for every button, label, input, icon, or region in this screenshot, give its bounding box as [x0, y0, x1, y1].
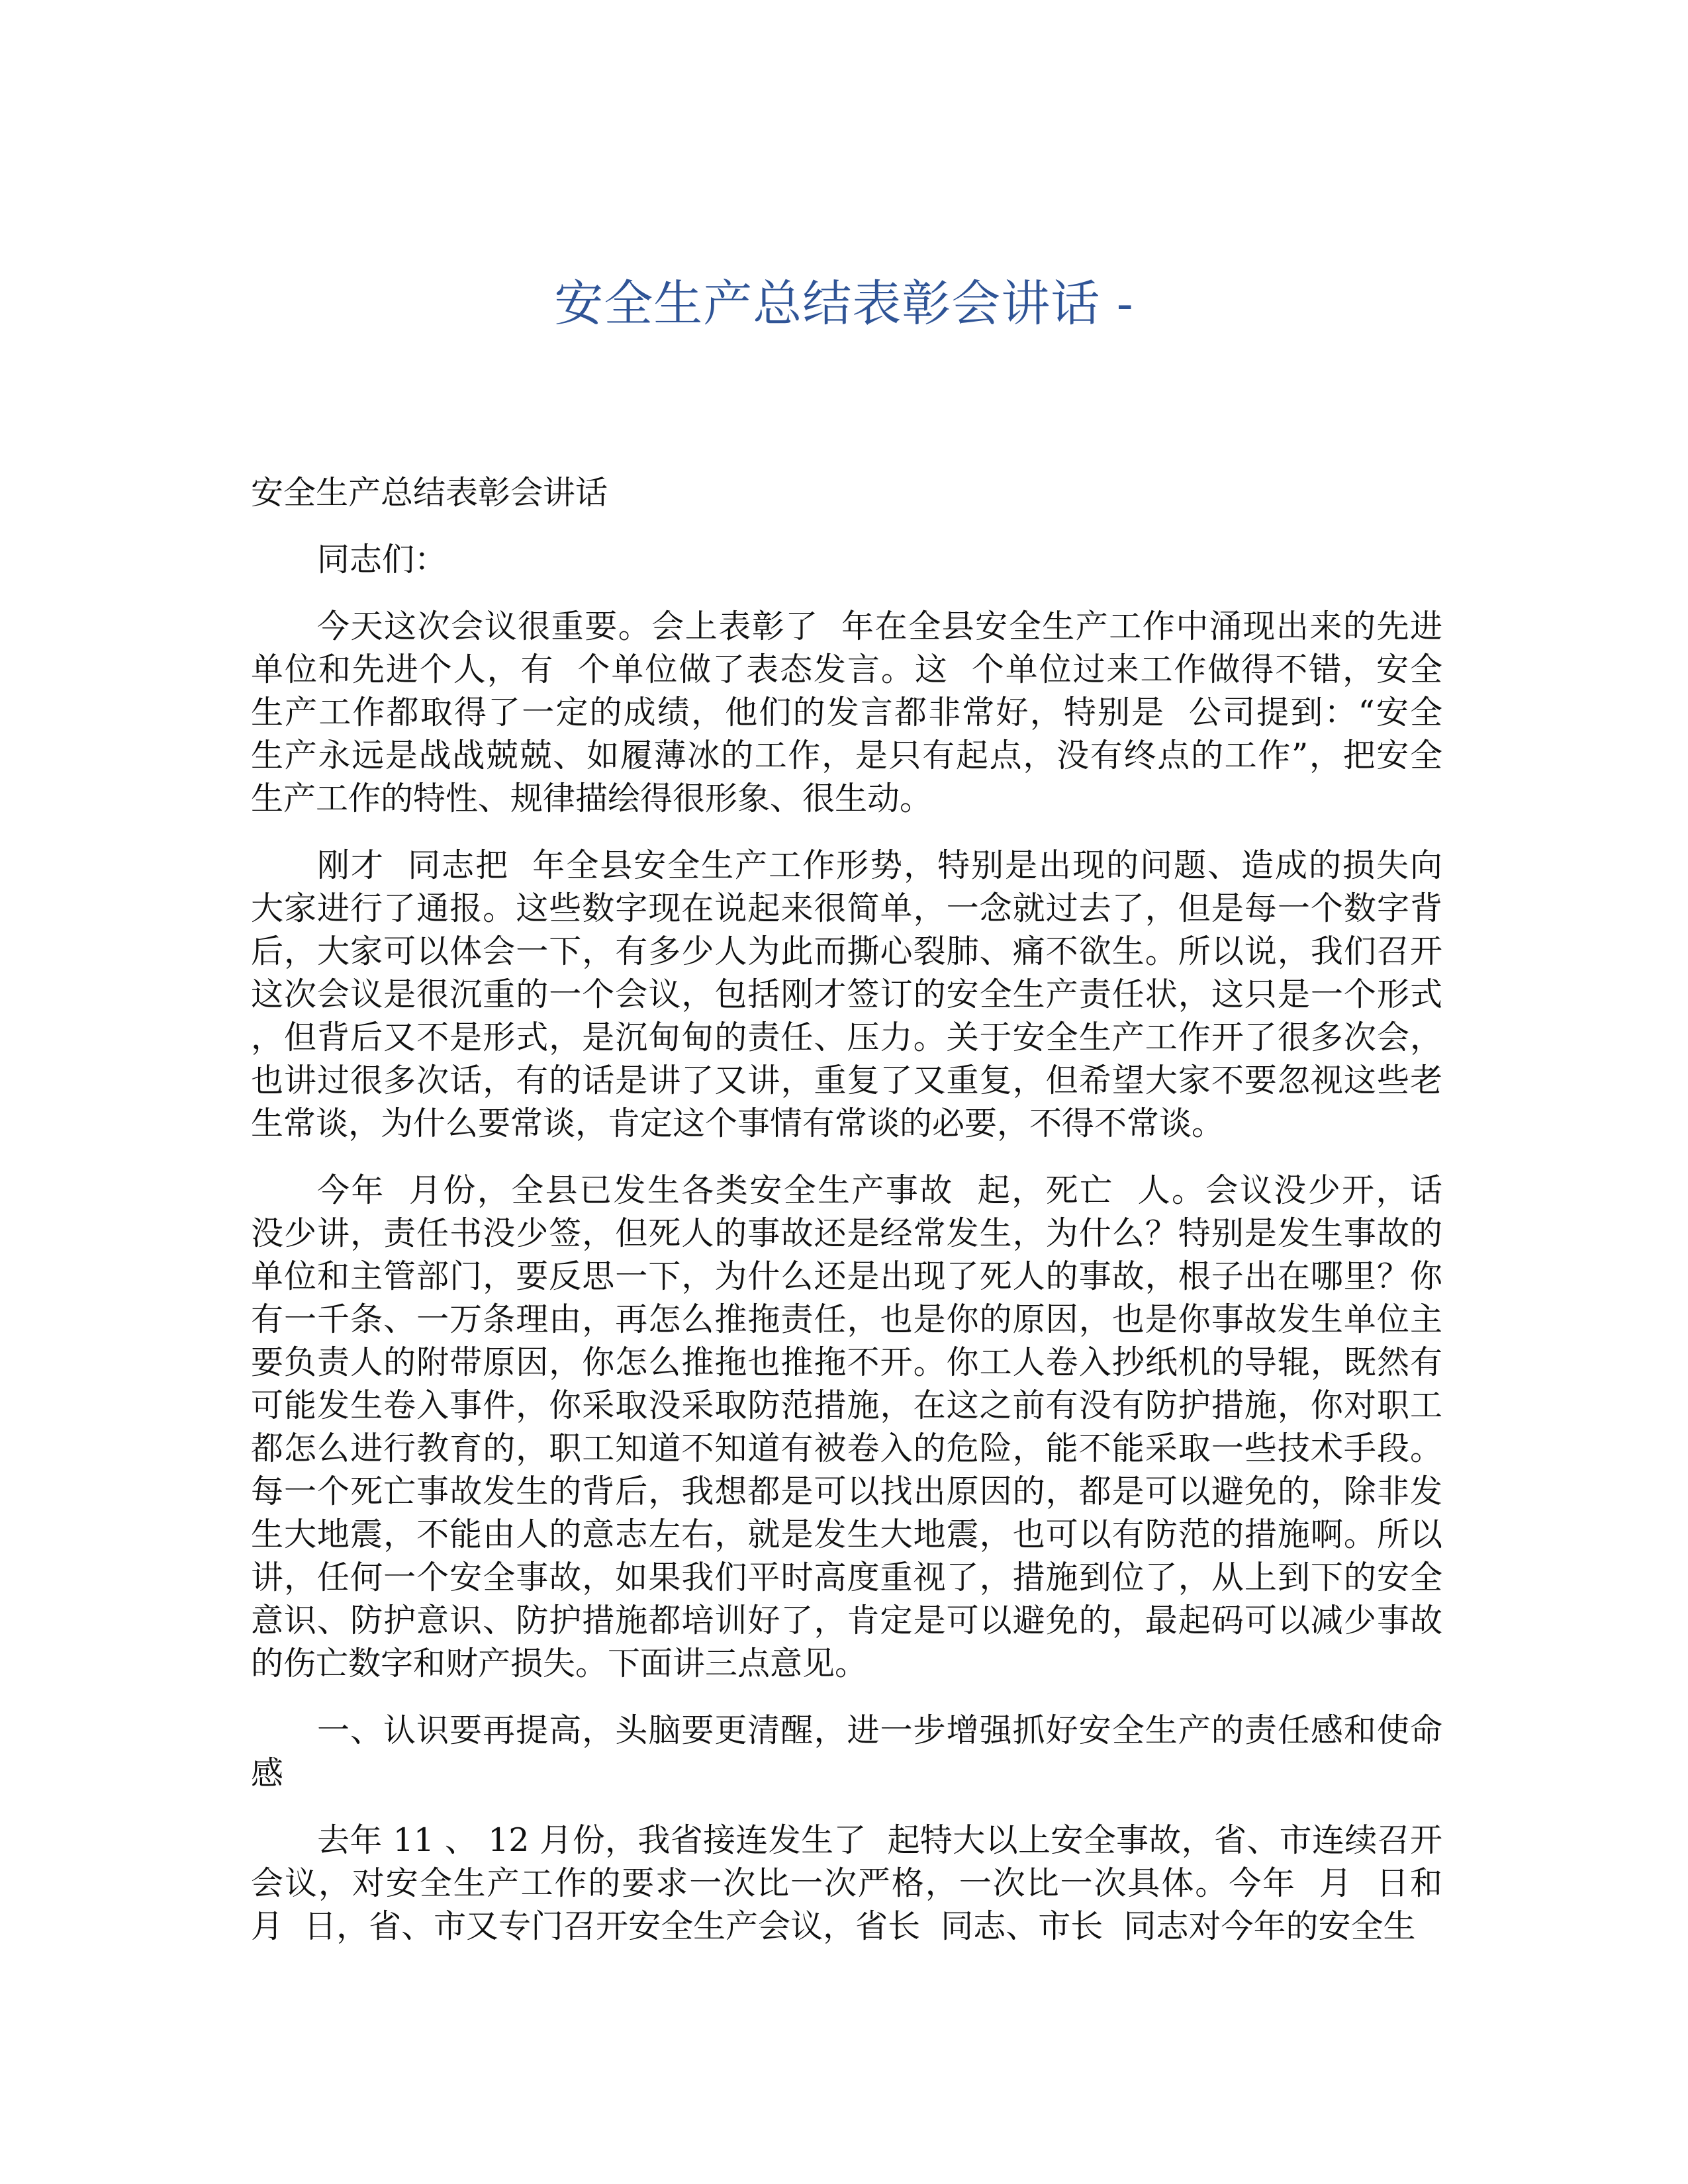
paragraph: [251, 471, 1442, 514]
text-line: ，但背后又不是形式，是沉甸甸的责任、压力。关于安全生产工作开了很多次会，: [251, 1019, 1442, 1056]
document-title: 安全生产总结表彰会讲话 -: [554, 275, 1134, 332]
text-line: 可能发生卷入事件，你采取没采取防范措施，在这之前有没有防护措施，你对职工: [251, 1387, 1442, 1424]
text-line: 的伤亡数字和财产损失。下面讲三点意见。: [251, 1645, 868, 1682]
text-line: 同志们：: [317, 541, 447, 578]
document-body: [251, 471, 1442, 1948]
text-line: 后，大家可以体会一下，有多少人为此而撕心裂肺、痛不欲生。所以说，我们召开: [251, 933, 1442, 970]
text-line: 有一千条、一万条理由，再怎么推拖责任，也是你的原因，也是你事故发生单位主: [251, 1300, 1442, 1338]
text-line: 没少讲，责任书没少签，但死人的事故还是经常发生，为什么？特别是发生事故的: [251, 1214, 1442, 1252]
text-line: 今年 月份，全县已发生各类安全生产事故 起，死亡 人。会议没少开，话: [317, 1171, 1442, 1209]
text-line: 每一个死亡事故发生的背后，我想都是可以找出原因的，都是可以避免的，除非发: [251, 1473, 1442, 1510]
text-line: 讲，任何一个安全事故，如果我们平时高度重视了，措施到位了，从上到下的安全: [251, 1559, 1442, 1596]
text-line: 生产永远是战战兢兢、如履薄冰的工作，是只有起点，没有终点的工作”，把安全: [251, 737, 1442, 774]
paragraph: [251, 1169, 1442, 1685]
text-line: 生大地震，不能由人的意志左右，就是发生大地震，也可以有防范的措施啊。所以: [251, 1516, 1442, 1553]
text-line: 大家进行了通报。这些数字现在说起来很简单，一念就过去了，但是每一个数字背: [251, 889, 1442, 927]
text-line: 这次会议是很沉重的一个会议，包括刚才签订的安全生产责任状，这只是一个形式: [251, 976, 1442, 1013]
text-line: 生常谈，为什么要常谈，肯定这个事情有常谈的必要，不得不常谈。: [251, 1105, 1225, 1142]
text-line: 单位和先进个人，有 个单位做了表态发言。这 个单位过来工作做得不错，安全: [251, 651, 1442, 688]
text-line: 刚才 同志把 年全县安全生产工作形势，特别是出现的问题、造成的损失向: [317, 846, 1442, 884]
paragraph: [251, 1819, 1442, 1948]
text-line: 一、认识要再提高，头脑要更清醒，进一步增强抓好安全生产的责任感和使命: [317, 1711, 1442, 1749]
text-line: 意识、防护意识、防护措施都培训好了，肯定是可以避免的，最起码可以减少事故: [251, 1602, 1442, 1639]
text-line: 去年 11 、 12 月份，我省接连发生了 起特大以上安全事故，省、市连续召开: [317, 1821, 1442, 1859]
paragraph: [251, 538, 1442, 581]
text-line: 生产工作都取得了一定的成绩，他们的发言都非常好，特别是 公司提到：“安全: [251, 694, 1442, 731]
paragraph: [251, 605, 1442, 820]
text-line: 月 日，省、市又专门召开安全生产会议，省长 同志、市长 同志对今年的安全生: [251, 1907, 1416, 1945]
text-line: 都怎么进行教育的，职工知道不知道有被卷入的危险，能不能采取一些技术手段。: [251, 1430, 1442, 1467]
text-line: 单位和主管部门，要反思一下，为什么还是出现了死人的事故，根子出在哪里？你: [251, 1257, 1442, 1295]
text-line: 感: [251, 1754, 284, 1792]
text-line: 生产工作的特性、规律描绘得很形象、很生动。: [251, 780, 933, 817]
text-line: 也讲过很多次话，有的话是讲了又讲，重复了又重复，但希望大家不要忽视这些老: [251, 1062, 1442, 1099]
text-line: 安全生产总结表彰会讲话: [251, 474, 608, 512]
text-line: 要负责人的附带原因，你怎么推拖也推拖不开。你工人卷入抄纸机的导辊，既然有: [251, 1343, 1442, 1381]
text-line: 今天这次会议很重要。会上表彰了 年在全县安全生产工作中涌现出来的先进: [317, 608, 1442, 645]
paragraph: [251, 844, 1442, 1145]
paragraph: [251, 1709, 1442, 1795]
text-line: 会议，对安全生产工作的要求一次比一次严格，一次比一次具体。今年 月 日和: [251, 1864, 1442, 1902]
